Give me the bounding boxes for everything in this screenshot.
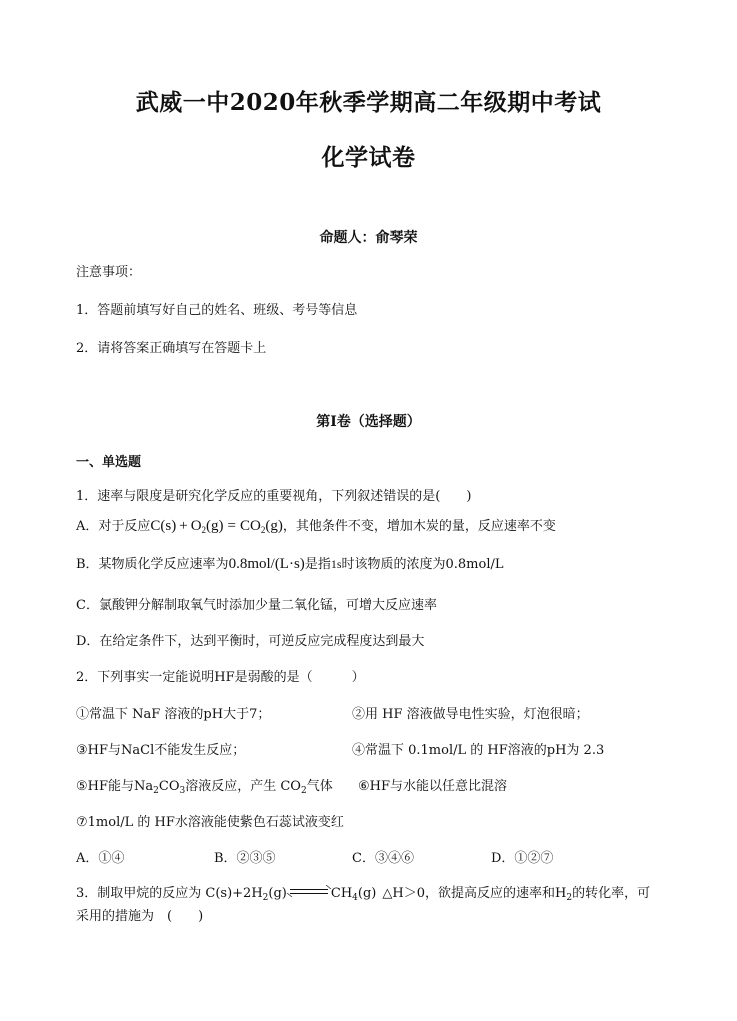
s5-pre: ⑤HF能与Na: [76, 779, 154, 794]
q3-g: (g): [268, 886, 287, 901]
option-a-prefix: A．对于反应: [76, 519, 151, 534]
equilibrium-arrow-icon: [290, 889, 328, 898]
reaction-equation: [150, 518, 282, 534]
s5-mid: CO: [158, 779, 180, 794]
statement-7: ⑦1mol/L 的 HF水溶液能使紫色石蕊试液变红: [76, 815, 344, 830]
eq-plus: +: [179, 518, 188, 534]
eq-c: C(s): [150, 518, 177, 534]
q3-ch4: CH: [330, 886, 353, 901]
time-value: 1s: [330, 557, 342, 571]
question-2-option-d: D．①②⑦: [491, 851, 554, 866]
s5-sub2: 3: [179, 786, 186, 796]
option-a-text: ，其他条件不变，增加木炭的量，反应速率不变: [282, 519, 556, 534]
statement-5: [76, 778, 333, 800]
question-2-option-c: C．③④⑥: [352, 851, 414, 866]
author-line: 命题人：俞琴荣: [319, 230, 418, 246]
q3-dh: △H＞0，欲提高反应的速率和H: [382, 886, 567, 901]
statement-1: ①常温下 NaF 溶液的pH大于7；: [76, 707, 271, 722]
q3-post: 的转化率，可: [572, 886, 651, 901]
option-b-prefix: B．某物质化学反应速率为: [76, 557, 229, 572]
eq-g: (g): [206, 518, 224, 534]
s5-sub1: 2: [153, 786, 159, 796]
s5-end: 气体: [306, 779, 333, 794]
question-3-stem: [76, 885, 650, 907]
question-1-option-c: C．氯酸钾分解制取氧气时添加少量二氧化锰，可增大反应速率: [76, 598, 437, 613]
statement-3: ③HF与NaCl不能发生反应；: [76, 743, 246, 758]
notice-item-1: 1．答题前填写好自己的姓名、班级、考号等信息: [76, 303, 358, 318]
statement-6: ⑥HF与水能以任意比混溶: [358, 779, 508, 794]
rate-value: 0.8mol/(L·s): [228, 556, 305, 572]
eq-co2-sub: 2: [260, 525, 266, 535]
s5-post: 溶液反应，产生 CO: [185, 779, 301, 794]
exam-subtitle: 化学试卷: [321, 144, 416, 171]
question-1-option-b: [76, 555, 504, 574]
eq-g2: (g): [265, 518, 283, 534]
notice-heading: 注意事项：: [76, 265, 142, 280]
question-1-stem: 1．速率与限度是研究化学反应的重要视角，下列叙述错误的是( ): [76, 489, 472, 504]
question-2-option-b: B．②③⑤: [214, 851, 276, 866]
q3-g2: (g): [357, 886, 377, 901]
statement-2: ②用 HF 溶液做导电性实验，灯泡很暗；: [352, 707, 589, 722]
eq-o2: O: [190, 518, 202, 534]
question-2-stem: 2．下列事实一定能说明HF是弱酸的是（ ）: [76, 670, 365, 685]
notice-item-2: 2．请将答案正确填写在答题卡上: [76, 341, 267, 356]
q3-sub2: 4: [352, 893, 358, 903]
s5-sub3: 2: [300, 786, 307, 796]
option-b-text: 时该物质的浓度为0.8mol/L: [341, 557, 504, 572]
part-title: 第I卷（选择题）: [316, 414, 421, 430]
q3-pre: 3．制取甲烷的反应为 C(s)+2H: [76, 886, 263, 901]
q3-sub1: 2: [262, 893, 269, 903]
question-3-line-2: 采用的措施为 ( ): [76, 909, 204, 924]
section-title: 一、单选题: [76, 455, 142, 470]
eq-co2: CO: [240, 518, 261, 534]
eq-o2-sub: 2: [201, 525, 207, 535]
statement-4: ④常温下 0.1mol/L 的 HF溶液的pH为 2.3: [352, 743, 605, 758]
question-2-option-a: A．①④: [76, 851, 125, 866]
question-1-option-d: D．在给定条件下，达到平衡时，可逆反应完成程度达到最大: [76, 634, 425, 649]
question-1-option-a: [76, 517, 556, 539]
option-b-mid: 是指: [304, 557, 331, 572]
eq-equals: =: [227, 518, 237, 534]
exam-title: 武威一中2020年秋季学期高二年级期中考试: [135, 89, 602, 116]
q3-sub3: 2: [566, 893, 573, 903]
